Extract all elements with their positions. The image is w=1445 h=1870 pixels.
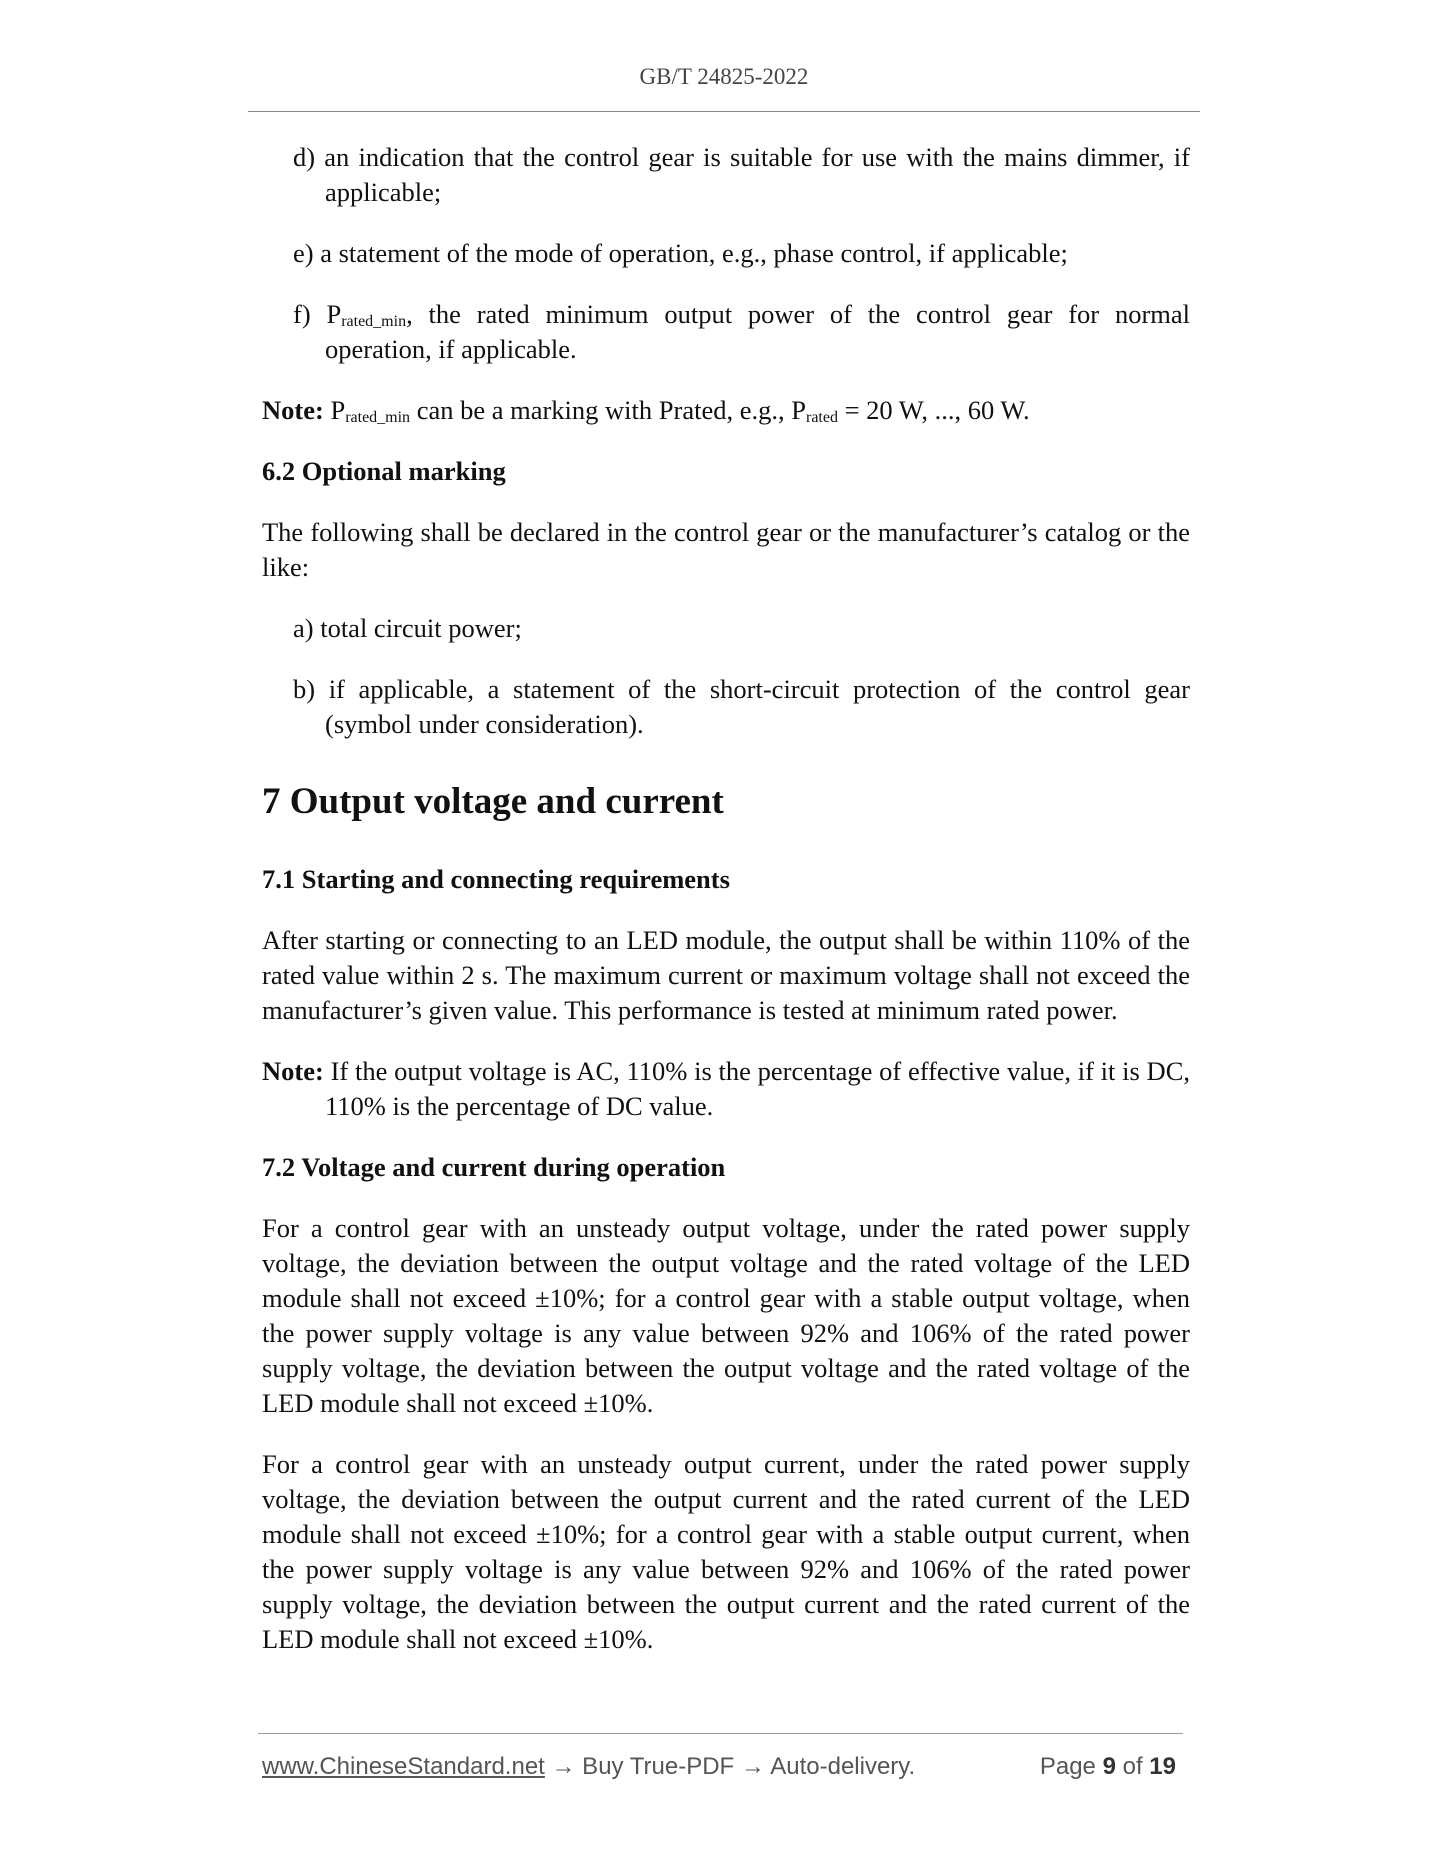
section-heading-7: 7 Output voltage and current	[262, 781, 724, 822]
footer-divider	[258, 1733, 1183, 1734]
section-heading-7-1: 7.1 Starting and connecting requirements	[262, 864, 730, 894]
list-item-b: b) if applicable, a statement of the short-circuit protection of the control gear (symbol under consideration).	[293, 674, 1190, 739]
note-prated	[262, 393, 1190, 428]
footer-tagline: → Buy True-PDF → Auto-delivery.	[544, 1753, 916, 1780]
list-item-f	[262, 297, 1190, 367]
running-header: GB/T 24825-2022	[639, 64, 809, 89]
list-item-a: a) total circuit power;	[293, 613, 522, 643]
section-7-2-paragraph-2: For a control gear with an unsteady output current, under the rated power supply voltage, the deviation between the output current and the rated current of the LED module shall not exceed ±10%; for a control gear with a stable output current, when the power supply voltage is any value between 92% and 106% of the rated power supply voltage, the deviation between the output current and the rated current of the LED module shall not exceed ±10%.	[262, 1449, 1190, 1654]
note-text: If the output voltage is AC, 110% is the percentage of effective value, if it is DC, 110% is the percentage of DC value.	[323, 1056, 1190, 1121]
page-total: 19	[1149, 1753, 1176, 1780]
page-footer	[262, 1752, 1182, 1782]
list-item-f-subscript: rated_min	[341, 313, 407, 330]
section-heading-7-2: 7.2 Voltage and current during operation	[262, 1152, 726, 1182]
note-label: Note:	[262, 1056, 324, 1086]
section-7-1-paragraph: After starting or connecting to an LED module, the output shall be within 110% of the rated value within 2 s. The maximum current or maximum voltage shall not exceed the manufacturer’s given value. This performance is tested at minimum rated power.	[262, 925, 1190, 1025]
list-item-f-text: , the rated minimum output power of the control gear for normal operation, if applicable.	[325, 299, 1191, 364]
page-body	[262, 140, 1190, 1683]
list-item-f-prefix: f) P	[293, 299, 342, 329]
list-item-d: d) an indication that the control gear is suitable for use with the mains dimmer, if applicable;	[293, 142, 1190, 207]
note-text-end: = 20 W, ..., 60 W.	[837, 395, 1030, 425]
note-text-mid: can be a marking with Prated, e.g., P	[410, 395, 806, 425]
note-text-start: P	[323, 395, 346, 425]
note-subscript-2: rated	[805, 409, 838, 426]
note-7-1	[262, 1054, 1190, 1124]
section-6-2-intro: The following shall be declared in the control gear or the manufacturer’s catalog or the like:	[262, 517, 1190, 582]
page-number: 9	[1102, 1753, 1116, 1780]
note-label: Note:	[262, 395, 324, 425]
section-heading-6-2: 6.2 Optional marking	[262, 456, 506, 486]
header-divider	[248, 111, 1200, 112]
note-subscript-1: rated_min	[345, 409, 411, 426]
list-item-e: e) a statement of the mode of operation, e.g., phase control, if applicable;	[293, 238, 1068, 268]
page-label: Page	[1039, 1753, 1096, 1780]
section-7-2-paragraph-1: For a control gear with an unsteady output voltage, under the rated power supply voltage, the deviation between the output voltage and the rated voltage of the LED module shall not exceed ±10%; for a control gear with a stable output voltage, when the power supply voltage is any value between 92% and 106% of the rated power supply voltage, the deviation between the output voltage and the rated voltage of the LED module shall not exceed ±10%.	[262, 1213, 1190, 1418]
website-link[interactable]: www.ChineseStandard.net	[262, 1753, 545, 1780]
of-label: of	[1122, 1753, 1143, 1780]
page-indicator	[1040, 1752, 1176, 1782]
